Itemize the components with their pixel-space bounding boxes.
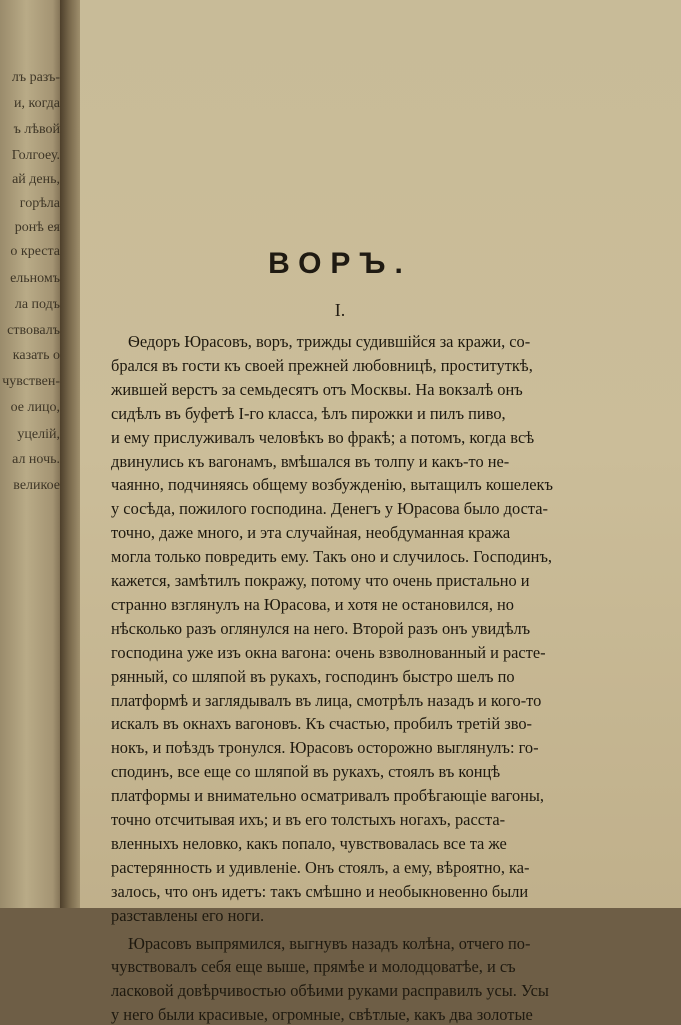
story-line: жившей верстъ за семьдесятъ отъ Москвы. На вокзалѣ онъ — [111, 379, 523, 399]
story-title: ВОРЪ. — [268, 247, 412, 280]
story-line: растерянность и удивленіе. Онъ стоялъ, а ему, вѣроятно, ка- — [111, 857, 530, 877]
story-line: кажется, замѣтилъ покражу, потому что очень пристально и — [111, 571, 530, 590]
left-page-line: лъ разъ- — [11, 70, 60, 85]
left-page-line: ельномъ — [10, 271, 60, 286]
story-line: нѣсколько разъ оглянулся на него. Второй разъ онъ увидѣлъ — [111, 618, 531, 638]
left-page-line: ое лицо, — [10, 400, 60, 415]
story-line: платформы и внимательно осматривалъ пробѣгающіе вагоны, — [111, 786, 545, 806]
story-line: залось, что онъ идетъ: такъ смѣшно и необыкновенно были — [111, 881, 529, 901]
story-line: нокъ, и поѣздъ тронулся. Юрасовъ осторожно выглянулъ: го- — [111, 738, 539, 758]
story-line: точно отсчитывая ихъ; и въ его толстыхъ ногахъ, расста- — [111, 810, 506, 829]
story-line: у него были красивые, огромные, свѣтлые, какъ два золотые — [111, 1005, 533, 1025]
left-page-line: ъ лѣвой — [13, 122, 60, 137]
story-line: сидѣлъ въ буфетѣ I-го класса, ѣлъ пирожки и пилъ пиво, — [111, 403, 506, 423]
left-page-line: ствовалъ — [7, 323, 60, 338]
story-line: вленныхъ неловко, какъ попало, чувствовалась все та же — [111, 833, 507, 853]
left-page-line: Голгоеу. — [11, 148, 60, 163]
book-page — [80, 0, 681, 1025]
story-line: ласковой довѣрчивостью обѣими руками расправилъ усы. Усы — [111, 981, 549, 1001]
story-line: брался въ гости къ своей прежней любовницѣ, проституткѣ, — [111, 355, 533, 375]
story-line: могла только повредить ему. Такъ оно и случилось. Господинъ, — [111, 547, 553, 567]
book-gutter — [60, 0, 82, 908]
story-line: чаянно, подчиняясь общему возбужденію, вытащилъ кошелекъ — [111, 475, 553, 495]
story-line: Ѳедоръ Юрасовъ, воръ, трижды судившійся за кражи, со- — [128, 332, 531, 351]
chapter-number: I. — [334, 300, 346, 320]
story-line: двинулись къ вагонамъ, вмѣшался въ толпу и какъ-то не- — [111, 451, 510, 471]
story-line: сподинъ, все еще со шляпой въ рукахъ, стоялъ въ концѣ — [111, 762, 501, 782]
story-line: чувствовалъ себя еще выше, прямѣе и молодцоватѣе, и съ — [111, 957, 516, 977]
story-line: Юрасовъ выпрямился, выгнувъ назадъ колѣна, отчего по- — [128, 933, 531, 953]
story-line: точно, даже много, и эта случайная, необдуманная кража — [111, 523, 511, 543]
left-page-line: чувствен- — [2, 374, 60, 389]
left-page-line: ронѣ ея — [14, 220, 60, 235]
story-line: и ему прислуживалъ человѣкъ во фракѣ; а потомъ, когда всѣ — [111, 427, 535, 447]
story-line: странно взглянулъ на Юрасова, и хотя не остановился, но — [111, 594, 514, 614]
previous-page-edge — [0, 0, 66, 908]
left-page-line: о креста — [10, 244, 60, 259]
left-page-line: ай день, — [12, 172, 60, 187]
story-line: искалъ въ окнахъ вагоновъ. Къ счастью, пробилъ третій зво- — [111, 714, 532, 734]
story-line: у сосѣда, пожилого господина. Денегъ у Юрасова было доста- — [111, 499, 548, 519]
story-line: платформѣ и заглядывалъ въ лица, смотрѣлъ назадъ и кого-то — [111, 690, 542, 710]
left-page-line: ал ночь. — [12, 452, 60, 467]
left-page-line: и, когда — [14, 96, 60, 111]
left-page-line: уцелій, — [17, 427, 60, 442]
left-page-line: казать о — [12, 348, 60, 363]
left-page-line: горѣла — [19, 196, 60, 211]
story-line: разставлены его ноги. — [111, 905, 265, 925]
left-page-line: великое — [13, 478, 60, 493]
left-page-line: ла подъ — [14, 297, 60, 312]
story-line: господина уже изъ окна вагона: очень взволнованный и расте- — [111, 642, 546, 662]
story-line: рянный, со шляпой въ рукахъ, господинъ быстро шелъ по — [111, 666, 515, 686]
